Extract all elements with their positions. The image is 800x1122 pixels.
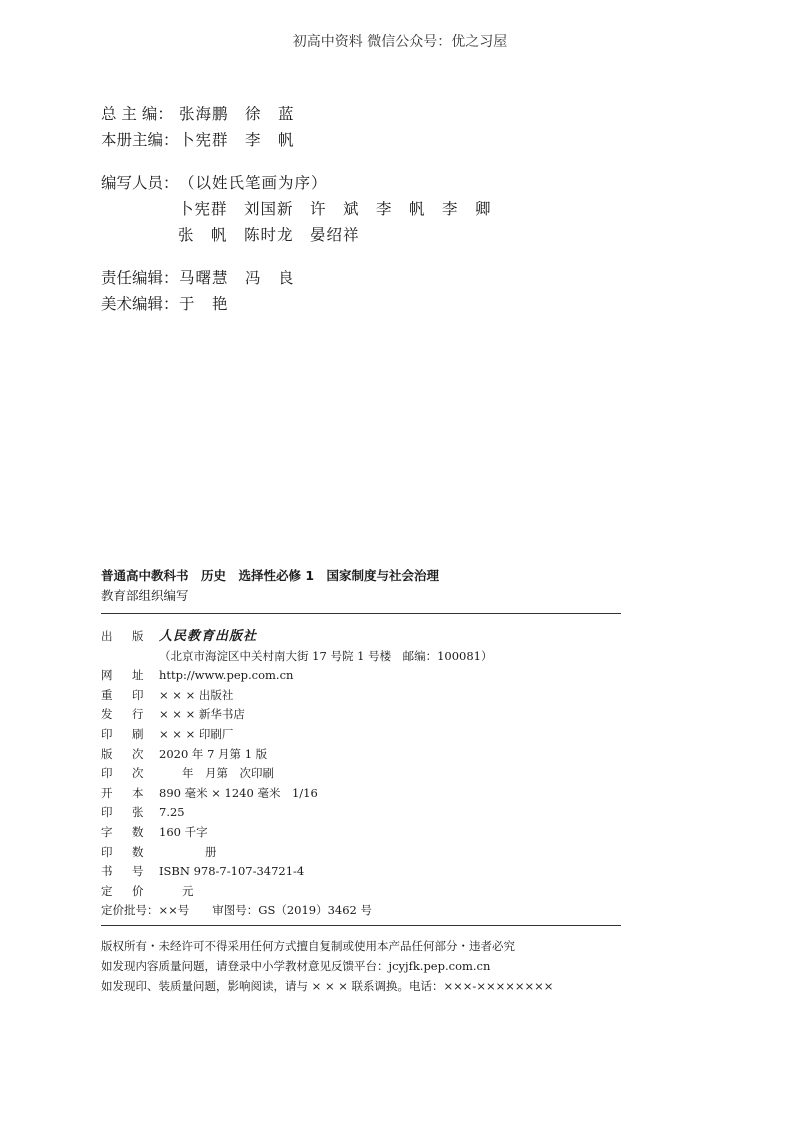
pub-info-label-char-2: 行	[132, 707, 144, 722]
publication-info	[101, 627, 492, 921]
volume-editor-names: 卜宪群 李 帆	[179, 131, 295, 149]
pub-info-label-char-2: 价	[132, 883, 144, 898]
pub-info-label-char-2: 号	[132, 864, 144, 879]
pub-info-value: × × × 印刷厂	[159, 726, 234, 741]
pub-info-value: 7.25	[159, 805, 185, 820]
pub-info-value: × × × 新华书店	[159, 707, 245, 722]
book-compiler: 教育部组织编写	[101, 588, 189, 603]
pub-info-row	[101, 862, 492, 882]
pub-info-value: 册	[159, 844, 217, 859]
pub-info-label-char-2: 次	[132, 746, 144, 761]
pub-info-label-char-1: 定	[101, 883, 113, 898]
pub-info-label-char-2: 张	[132, 805, 144, 820]
pub-info-label-char-1: 发	[101, 707, 113, 722]
pub-info-label-char-1: 书	[101, 864, 113, 879]
pub-info-value: 2020 年 7 月第 1 版	[159, 746, 268, 761]
divider-bottom	[101, 925, 621, 926]
pub-info-label-char-2: 数	[132, 844, 144, 859]
chief-editor-line	[101, 101, 492, 127]
copyright-note-line: 版权所有・未经许可不得采用任何方式擅自复制或使用本产品任何部分・违者必究	[101, 939, 515, 953]
writers-names-line-1	[101, 196, 492, 222]
pub-info-row	[101, 666, 492, 686]
credits-block	[101, 101, 492, 317]
writers-names-1: 卜宪群 刘国新 许 斌 李 帆 李 卿	[178, 200, 492, 218]
pub-info-label-char-1: 开	[101, 785, 113, 800]
writers-note: （以姓氏笔画为序）	[179, 174, 328, 192]
copyright-note-line: 如发现内容质量问题，请登录中小学教材意见反馈平台：jcyjfk.pep.com.cn	[101, 959, 491, 973]
pub-info-label-char-1: 字	[101, 824, 113, 839]
writers-names-2: 张 帆 陈时龙 晏绍祥	[178, 226, 360, 244]
pub-info-value: 元	[159, 883, 194, 898]
art-editor-line	[101, 291, 492, 317]
copyright-note-line: 如发现印、装质量问题，影响阅读，请与 × × × 联系调换。电话：×××-××××××××	[101, 979, 554, 993]
pub-info-value: 890 毫米 × 1240 毫米 1/16	[159, 785, 318, 800]
responsible-editor-label: 责任编辑：	[101, 269, 179, 287]
pub-info-value: ××号 审图号：GS（2019）3462 号	[158, 903, 373, 918]
pub-info-label-char-1: 版	[101, 746, 113, 761]
pub-info-value: （北京市海淀区中关村南大街 17 号院 1 号楼 邮编：100081）	[159, 648, 493, 663]
pub-info-row	[101, 784, 492, 804]
pub-info-label-char-1: 印	[101, 844, 113, 859]
writers-names-line-2	[101, 222, 492, 248]
pub-info-row	[101, 627, 492, 647]
pub-info-label-char-2: 本	[132, 785, 144, 800]
chief-editor-names: 张海鹏 徐 蓝	[179, 105, 295, 123]
pub-info-label-char-1: 印	[101, 805, 113, 820]
pub-info-label-char-2: 刷	[132, 726, 144, 741]
pub-info-label-char-1: 重	[101, 687, 113, 702]
pub-info-value: × × × 出版社	[159, 687, 234, 702]
pub-info-row	[101, 647, 492, 667]
pub-info-label-char-1: 网	[101, 668, 113, 683]
page-header: 初高中资料 微信公众号：优之习屋	[292, 34, 508, 50]
pub-info-row	[101, 705, 492, 725]
pub-info-value: 160 千字	[159, 824, 208, 839]
art-editor-label: 美术编辑：	[101, 295, 179, 313]
pub-info-label: 定价批号：	[101, 903, 159, 918]
pub-info-row	[101, 745, 492, 765]
volume-editor-label: 本册主编：	[101, 131, 179, 149]
pub-info-value: http://www.pep.com.cn	[159, 668, 294, 683]
pub-info-label-char-2: 次	[132, 766, 144, 781]
pub-info-row	[101, 901, 492, 921]
pub-info-row	[101, 725, 492, 745]
art-editor-names: 于 艳	[179, 295, 229, 313]
pub-info-row	[101, 823, 492, 843]
pub-info-row	[101, 803, 492, 823]
writers-label: 编写人员：	[101, 174, 179, 192]
pub-info-row	[101, 882, 492, 902]
pub-info-row	[101, 764, 492, 784]
pub-info-label-char-2: 版	[132, 629, 144, 643]
pub-info-label-char-2: 数	[132, 824, 144, 839]
copyright-notes	[101, 936, 553, 996]
writers-line	[101, 170, 492, 196]
chief-editor-label: 总 主 编：	[101, 105, 173, 123]
divider-top	[101, 613, 621, 614]
pub-info-label-char-2: 印	[132, 687, 144, 702]
responsible-editor-line	[101, 265, 492, 291]
pub-info-label-char-1: 印	[101, 726, 113, 741]
pub-info-label-char-1: 印	[101, 766, 113, 781]
pub-info-value: 年 月第 次印刷	[159, 766, 274, 781]
publisher-logo: 人民教育出版社	[159, 629, 258, 644]
pub-info-label-char-1: 出	[101, 629, 113, 643]
responsible-editor-names: 马曙慧 冯 良	[179, 269, 295, 287]
book-title: 普通高中教科书 历史 选择性必修 1 国家制度与社会治理	[101, 568, 440, 583]
pub-info-value: ISBN 978-7-107-34721-4	[159, 864, 305, 879]
volume-editor-line	[101, 127, 492, 153]
pub-info-label-char-2: 址	[132, 668, 144, 683]
pub-info-row	[101, 843, 492, 863]
pub-info-row	[101, 686, 492, 706]
